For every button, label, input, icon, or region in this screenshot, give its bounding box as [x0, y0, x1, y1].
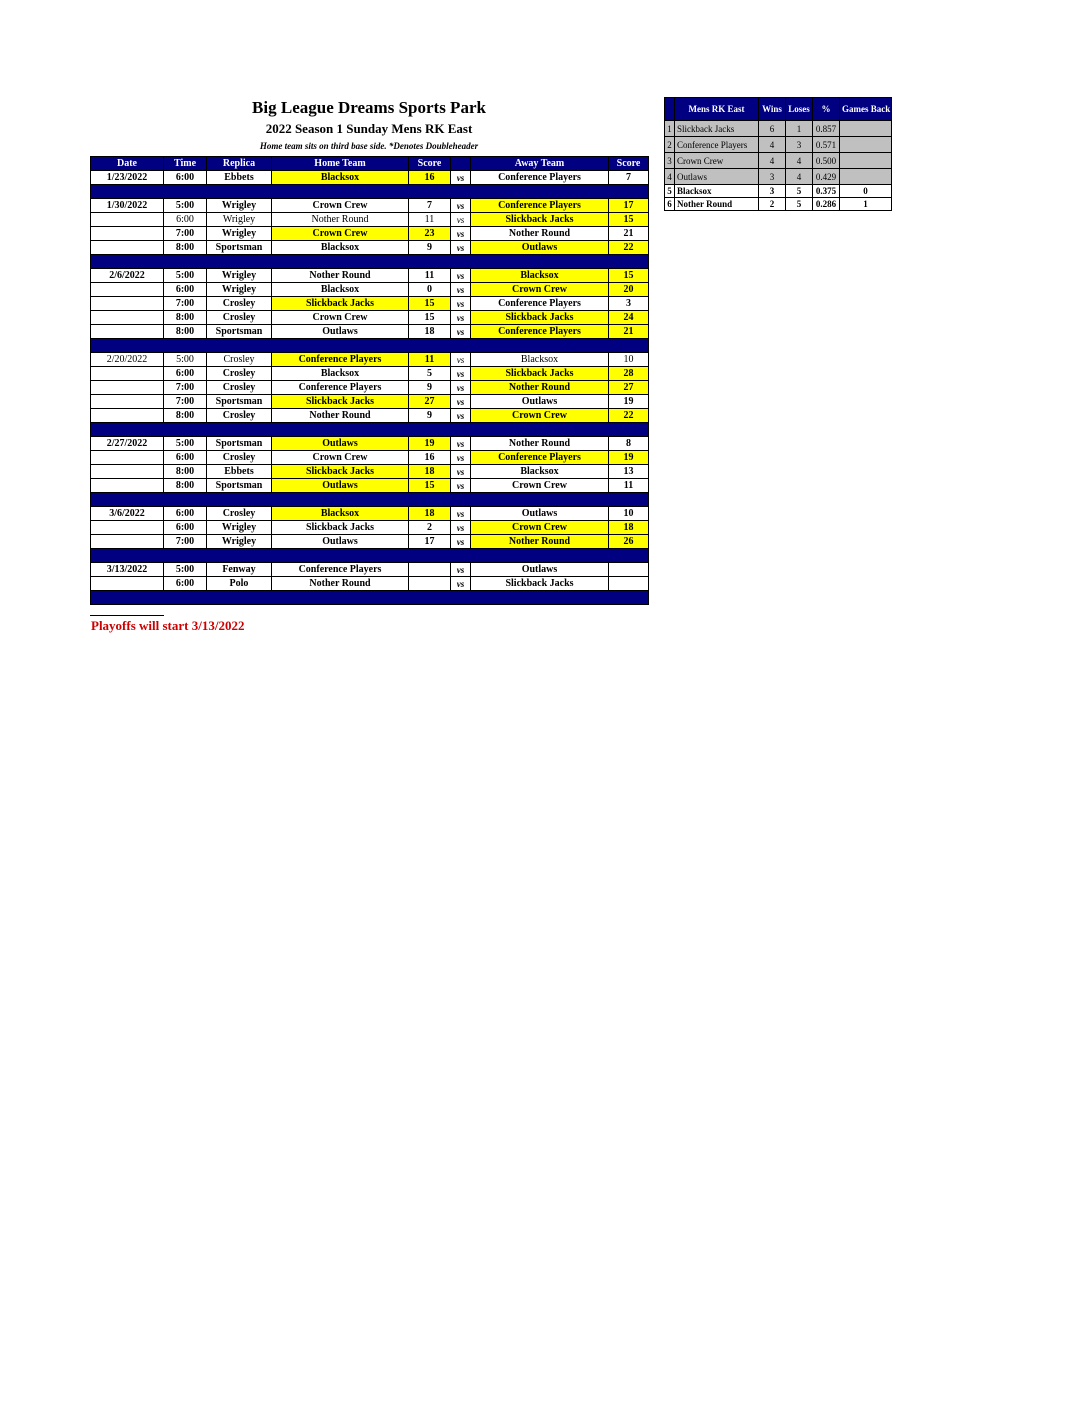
away-score	[609, 577, 649, 591]
game-time: 6:00	[164, 367, 207, 381]
away-team: Conference Players	[471, 325, 609, 339]
versus: vs	[451, 171, 471, 185]
away-score: 26	[609, 535, 649, 549]
standings-header-cell: Mens RK East	[675, 98, 759, 121]
versus: vs	[451, 213, 471, 227]
week-separator	[91, 185, 649, 199]
home-score: 9	[409, 241, 451, 255]
replica-field: Polo	[207, 577, 272, 591]
game-time: 8:00	[164, 409, 207, 423]
standings-row	[665, 153, 892, 169]
replica-field: Ebbets	[207, 465, 272, 479]
week-separator-cell	[91, 255, 649, 269]
away-team: Crown Crew	[471, 409, 609, 423]
game-row	[91, 395, 649, 409]
away-score: 28	[609, 367, 649, 381]
home-team: Blacksox	[272, 241, 409, 255]
schedule-header-row	[91, 157, 649, 171]
win-percentage: 0.429	[813, 169, 840, 185]
away-team: Blacksox	[471, 465, 609, 479]
game-time: 5:00	[164, 563, 207, 577]
game-time: 6:00	[164, 451, 207, 465]
home-score: 0	[409, 283, 451, 297]
game-date	[91, 367, 164, 381]
away-score: 22	[609, 409, 649, 423]
game-time: 7:00	[164, 227, 207, 241]
game-date	[91, 325, 164, 339]
replica-field: Wrigley	[207, 521, 272, 535]
game-time: 6:00	[164, 577, 207, 591]
replica-field: Wrigley	[207, 269, 272, 283]
versus: vs	[451, 465, 471, 479]
home-score: 16	[409, 451, 451, 465]
week-separator-cell	[91, 549, 649, 563]
team-loses: 4	[786, 153, 813, 169]
game-time: 5:00	[164, 199, 207, 213]
replica-field: Wrigley	[207, 199, 272, 213]
team-rank: 6	[665, 198, 675, 211]
home-score: 19	[409, 437, 451, 451]
versus: vs	[451, 563, 471, 577]
home-team: Crown Crew	[272, 311, 409, 325]
away-score: 27	[609, 381, 649, 395]
schedule-header-cell: Away Team	[471, 157, 609, 171]
away-score: 17	[609, 199, 649, 213]
home-team: Blacksox	[272, 283, 409, 297]
game-row	[91, 451, 649, 465]
replica-field: Crosley	[207, 353, 272, 367]
versus: vs	[451, 409, 471, 423]
home-team: Crown Crew	[272, 199, 409, 213]
home-team: Outlaws	[272, 325, 409, 339]
game-row	[91, 171, 649, 185]
game-time: 7:00	[164, 381, 207, 395]
home-score: 18	[409, 465, 451, 479]
replica-field: Wrigley	[207, 213, 272, 227]
away-score: 10	[609, 353, 649, 367]
game-row	[91, 269, 649, 283]
game-date	[91, 577, 164, 591]
schedule-header-cell: Time	[164, 157, 207, 171]
game-time: 6:00	[164, 507, 207, 521]
home-team: Slickback Jacks	[272, 395, 409, 409]
week-separator	[91, 339, 649, 353]
away-team: Conference Players	[471, 199, 609, 213]
home-team: Conference Players	[272, 353, 409, 367]
away-team: Crown Crew	[471, 479, 609, 493]
game-date: 3/13/2022	[91, 563, 164, 577]
home-team: Outlaws	[272, 437, 409, 451]
team-rank: 3	[665, 153, 675, 169]
team-name: Conference Players	[675, 137, 759, 153]
replica-field: Sportsman	[207, 437, 272, 451]
away-score: 13	[609, 465, 649, 479]
away-team: Blacksox	[471, 269, 609, 283]
game-row	[91, 227, 649, 241]
games-back	[840, 121, 892, 137]
home-score: 9	[409, 381, 451, 395]
game-date	[91, 311, 164, 325]
page-subtitle: 2022 Season 1 Sunday Mens RK East	[265, 121, 473, 136]
away-score: 3	[609, 297, 649, 311]
team-rank: 2	[665, 137, 675, 153]
game-date	[91, 465, 164, 479]
away-team: Blacksox	[471, 353, 609, 367]
games-back: 1	[840, 198, 892, 211]
versus: vs	[451, 353, 471, 367]
home-score: 2	[409, 521, 451, 535]
playoffs-note: Playoffs will start 3/13/2022	[91, 618, 245, 633]
replica-field: Wrigley	[207, 283, 272, 297]
game-date	[91, 283, 164, 297]
home-team: Slickback Jacks	[272, 297, 409, 311]
away-score: 19	[609, 395, 649, 409]
away-team: Crown Crew	[471, 283, 609, 297]
team-name: Slickback Jacks	[675, 121, 759, 137]
week-separator-cell	[91, 591, 649, 605]
home-score: 7	[409, 199, 451, 213]
game-time: 8:00	[164, 311, 207, 325]
game-date	[91, 381, 164, 395]
team-rank: 1	[665, 121, 675, 137]
replica-field: Crosley	[207, 451, 272, 465]
team-loses: 4	[786, 169, 813, 185]
home-score: 11	[409, 353, 451, 367]
schedule-header-cell: Replica	[207, 157, 272, 171]
schedule-table	[90, 156, 649, 605]
away-team: Nother Round	[471, 437, 609, 451]
game-date	[91, 395, 164, 409]
away-team: Outlaws	[471, 395, 609, 409]
team-loses: 5	[786, 198, 813, 211]
home-score: 9	[409, 409, 451, 423]
game-date	[91, 213, 164, 227]
replica-field: Crosley	[207, 381, 272, 395]
versus: vs	[451, 311, 471, 325]
home-score: 15	[409, 297, 451, 311]
versus: vs	[451, 325, 471, 339]
replica-field: Sportsman	[207, 241, 272, 255]
schedule-note: Home team sits on third base side. *Denotes Doubleheader	[259, 141, 479, 151]
game-row	[91, 437, 649, 451]
away-team: Conference Players	[471, 297, 609, 311]
away-score: 19	[609, 451, 649, 465]
game-date	[91, 479, 164, 493]
home-team: Nother Round	[272, 269, 409, 283]
replica-field: Sportsman	[207, 395, 272, 409]
game-time: 7:00	[164, 395, 207, 409]
game-time: 7:00	[164, 297, 207, 311]
week-separator-cell	[91, 423, 649, 437]
game-row	[91, 297, 649, 311]
home-team: Slickback Jacks	[272, 521, 409, 535]
away-score: 15	[609, 213, 649, 227]
schedule-header-cell	[451, 157, 471, 171]
standings-row	[665, 137, 892, 153]
game-row	[91, 409, 649, 423]
replica-field: Crosley	[207, 311, 272, 325]
game-time: 8:00	[164, 479, 207, 493]
home-score: 5	[409, 367, 451, 381]
team-loses: 5	[786, 185, 813, 198]
away-score: 21	[609, 325, 649, 339]
replica-field: Crosley	[207, 409, 272, 423]
team-loses: 1	[786, 121, 813, 137]
away-team: Nother Round	[471, 381, 609, 395]
game-date	[91, 451, 164, 465]
standings-header-row	[665, 98, 892, 121]
versus: vs	[451, 241, 471, 255]
team-name: Nother Round	[675, 198, 759, 211]
team-rank: 5	[665, 185, 675, 198]
away-team: Slickback Jacks	[471, 213, 609, 227]
away-team: Nother Round	[471, 535, 609, 549]
game-date	[91, 409, 164, 423]
game-date: 1/23/2022	[91, 171, 164, 185]
game-date: 2/6/2022	[91, 269, 164, 283]
games-back	[840, 153, 892, 169]
game-date: 2/27/2022	[91, 437, 164, 451]
team-name: Crown Crew	[675, 153, 759, 169]
versus: vs	[451, 199, 471, 213]
home-score: 11	[409, 269, 451, 283]
home-score: 23	[409, 227, 451, 241]
game-time: 7:00	[164, 535, 207, 549]
home-score: 18	[409, 325, 451, 339]
game-date	[91, 521, 164, 535]
away-score: 18	[609, 521, 649, 535]
standings-row	[665, 198, 892, 211]
game-date	[91, 535, 164, 549]
home-score: 15	[409, 479, 451, 493]
team-loses: 3	[786, 137, 813, 153]
game-row	[91, 507, 649, 521]
game-time: 8:00	[164, 325, 207, 339]
game-row	[91, 241, 649, 255]
game-time: 6:00	[164, 171, 207, 185]
versus: vs	[451, 451, 471, 465]
versus: vs	[451, 395, 471, 409]
standings-row	[665, 169, 892, 185]
week-separator	[91, 493, 649, 507]
game-date: 2/20/2022	[91, 353, 164, 367]
home-score	[409, 563, 451, 577]
versus: vs	[451, 479, 471, 493]
away-score: 24	[609, 311, 649, 325]
away-score: 10	[609, 507, 649, 521]
game-time: 8:00	[164, 241, 207, 255]
standings-header-cell: Wins	[759, 98, 786, 121]
game-time: 8:00	[164, 465, 207, 479]
versus: vs	[451, 269, 471, 283]
team-wins: 3	[759, 185, 786, 198]
page-title: Big League Dreams Sports Park	[252, 98, 486, 117]
away-score: 8	[609, 437, 649, 451]
away-score: 15	[609, 269, 649, 283]
standings-row	[665, 185, 892, 198]
team-name: Blacksox	[675, 185, 759, 198]
versus: vs	[451, 297, 471, 311]
versus: vs	[451, 283, 471, 297]
game-row	[91, 465, 649, 479]
replica-field: Crosley	[207, 367, 272, 381]
week-separator-cell	[91, 493, 649, 507]
game-date	[91, 297, 164, 311]
home-team: Conference Players	[272, 563, 409, 577]
home-team: Nother Round	[272, 577, 409, 591]
game-row	[91, 325, 649, 339]
home-team: Nother Round	[272, 409, 409, 423]
versus: vs	[451, 577, 471, 591]
away-team: Outlaws	[471, 507, 609, 521]
standings-header-cell: %	[813, 98, 840, 121]
away-score	[609, 563, 649, 577]
away-score: 11	[609, 479, 649, 493]
standings-header-cell: Games Back	[840, 98, 892, 121]
win-percentage: 0.500	[813, 153, 840, 169]
replica-field: Sportsman	[207, 325, 272, 339]
game-time: 6:00	[164, 213, 207, 227]
home-score: 11	[409, 213, 451, 227]
home-team: Crown Crew	[272, 227, 409, 241]
game-time: 5:00	[164, 269, 207, 283]
week-separator-cell	[91, 185, 649, 199]
away-team: Conference Players	[471, 451, 609, 465]
home-team: Blacksox	[272, 171, 409, 185]
team-name: Outlaws	[675, 169, 759, 185]
home-score: 18	[409, 507, 451, 521]
home-score: 15	[409, 311, 451, 325]
game-row	[91, 521, 649, 535]
home-score: 17	[409, 535, 451, 549]
game-row	[91, 381, 649, 395]
away-score: 7	[609, 171, 649, 185]
game-row	[91, 535, 649, 549]
replica-field: Fenway	[207, 563, 272, 577]
week-separator	[91, 255, 649, 269]
game-time: 5:00	[164, 353, 207, 367]
replica-field: Crosley	[207, 507, 272, 521]
versus: vs	[451, 381, 471, 395]
week-separator	[91, 591, 649, 605]
replica-field: Crosley	[207, 297, 272, 311]
team-wins: 2	[759, 198, 786, 211]
game-row	[91, 213, 649, 227]
game-date	[91, 241, 164, 255]
game-row	[91, 577, 649, 591]
replica-field: Ebbets	[207, 171, 272, 185]
home-team: Slickback Jacks	[272, 465, 409, 479]
team-wins: 3	[759, 169, 786, 185]
versus: vs	[451, 437, 471, 451]
versus: vs	[451, 367, 471, 381]
game-row	[91, 311, 649, 325]
standings-row	[665, 121, 892, 137]
home-score: 16	[409, 171, 451, 185]
replica-field: Sportsman	[207, 479, 272, 493]
week-separator	[91, 423, 649, 437]
home-team: Blacksox	[272, 367, 409, 381]
away-score: 21	[609, 227, 649, 241]
home-team: Nother Round	[272, 213, 409, 227]
away-team: Outlaws	[471, 241, 609, 255]
game-row	[91, 199, 649, 213]
away-score: 20	[609, 283, 649, 297]
win-percentage: 0.857	[813, 121, 840, 137]
game-time: 5:00	[164, 437, 207, 451]
win-percentage: 0.375	[813, 185, 840, 198]
win-percentage: 0.286	[813, 198, 840, 211]
games-back	[840, 169, 892, 185]
versus: vs	[451, 227, 471, 241]
standings-header-cell: Loses	[786, 98, 813, 121]
versus: vs	[451, 535, 471, 549]
replica-field: Wrigley	[207, 535, 272, 549]
game-row	[91, 479, 649, 493]
game-time: 6:00	[164, 521, 207, 535]
home-team: Outlaws	[272, 479, 409, 493]
footer-rule	[90, 615, 164, 616]
replica-field: Wrigley	[207, 227, 272, 241]
team-rank: 4	[665, 169, 675, 185]
away-team: Outlaws	[471, 563, 609, 577]
games-back: 0	[840, 185, 892, 198]
team-wins: 4	[759, 153, 786, 169]
game-date: 3/6/2022	[91, 507, 164, 521]
win-percentage: 0.571	[813, 137, 840, 153]
away-team: Slickback Jacks	[471, 311, 609, 325]
team-wins: 6	[759, 121, 786, 137]
away-team: Slickback Jacks	[471, 577, 609, 591]
away-team: Crown Crew	[471, 521, 609, 535]
week-separator	[91, 549, 649, 563]
away-team: Nother Round	[471, 227, 609, 241]
standings-header-cell	[665, 98, 675, 121]
home-score: 27	[409, 395, 451, 409]
game-row	[91, 367, 649, 381]
versus: vs	[451, 521, 471, 535]
team-wins: 4	[759, 137, 786, 153]
home-team: Conference Players	[272, 381, 409, 395]
schedule-header-cell: Score	[409, 157, 451, 171]
game-date: 1/30/2022	[91, 199, 164, 213]
game-date	[91, 227, 164, 241]
away-score: 22	[609, 241, 649, 255]
schedule-header-cell: Score	[609, 157, 649, 171]
home-team: Crown Crew	[272, 451, 409, 465]
schedule-header-cell: Home Team	[272, 157, 409, 171]
game-row	[91, 563, 649, 577]
away-team: Slickback Jacks	[471, 367, 609, 381]
home-team: Outlaws	[272, 535, 409, 549]
games-back	[840, 137, 892, 153]
game-row	[91, 353, 649, 367]
home-team: Blacksox	[272, 507, 409, 521]
standings-table	[664, 97, 892, 211]
versus: vs	[451, 507, 471, 521]
game-time: 6:00	[164, 283, 207, 297]
week-separator-cell	[91, 339, 649, 353]
schedule-header-cell: Date	[91, 157, 164, 171]
home-score	[409, 577, 451, 591]
away-team: Conference Players	[471, 171, 609, 185]
game-row	[91, 283, 649, 297]
